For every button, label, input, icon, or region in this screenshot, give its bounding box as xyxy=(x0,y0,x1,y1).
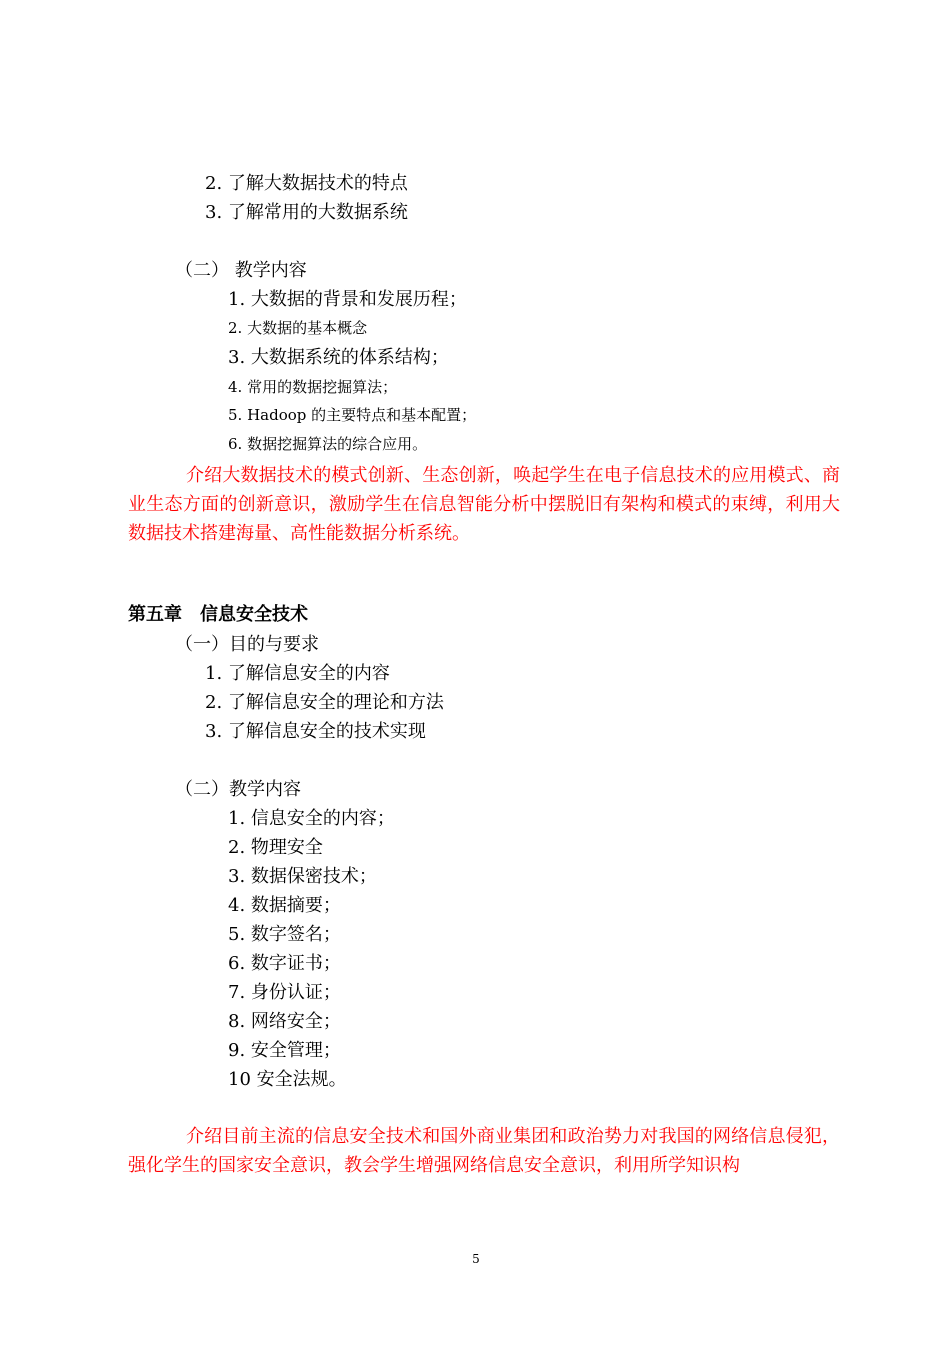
content-item-3: 3. 大数据系统的体系结构； xyxy=(228,347,449,368)
ideology-text: 介绍目前主流的信息安全技术和国外商业集团和政治势力对我国的网络信息侵犯，强化学生的国家安全意识，教会学生增强网络信息安全意识，利用所学知识构 xyxy=(128,1126,840,1176)
content-item-3: 3. 数据保密技术； xyxy=(228,866,377,887)
content-item-2: 2. 物理安全 xyxy=(228,837,323,858)
content-item-5: 5. 数字签名； xyxy=(228,924,341,945)
content-item-10: 10 安全法规。 xyxy=(228,1069,347,1090)
page-number: 5 xyxy=(472,1252,480,1266)
content-heading: （二） 教学内容 xyxy=(175,260,307,281)
content-item-6: 6. 数据挖掘算法的综合应用。 xyxy=(228,435,428,453)
req-item-2: 2. 了解信息安全的理论和方法 xyxy=(205,692,444,713)
content-heading: （二）教学内容 xyxy=(175,779,301,800)
content-item-4: 4. 数据摘要； xyxy=(228,895,341,916)
ideology-paragraph xyxy=(128,461,840,548)
ideology-paragraph xyxy=(128,1122,840,1180)
ideology-text: 介绍大数据技术的模式创新、生态创新，唤起学生在电子信息技术的应用模式、商业生态方面的创新意识，激励学生在信息智能分析中摆脱旧有架构和模式的束缚，利用大数据技术搭建海量、高性能数据分析系统。 xyxy=(128,465,840,544)
req-item-3: 3. 了解信息安全的技术实现 xyxy=(205,721,426,742)
content-item-9: 9. 安全管理； xyxy=(228,1040,341,1061)
req-item-1: 1. 了解信息安全的内容 xyxy=(205,663,390,684)
content-item-7: 7. 身份认证； xyxy=(228,982,341,1003)
content-item-2: 2. 大数据的基本概念 xyxy=(228,319,368,337)
content-item-4: 4. 常用的数据挖掘算法； xyxy=(228,378,398,396)
content-item-5: 5. Hadoop 的主要特点和基本配置； xyxy=(228,406,477,424)
content-item-1: 1. 大数据的背景和发展历程； xyxy=(228,289,467,310)
content-item-8: 8. 网络安全； xyxy=(228,1011,341,1032)
req-item-3: 3. 了解常用的大数据系统 xyxy=(205,202,408,223)
content-item-1: 1. 信息安全的内容； xyxy=(228,808,395,829)
req-heading: （一）目的与要求 xyxy=(175,634,319,655)
chapter-title: 第五章 信息安全技术 xyxy=(128,604,308,625)
req-item-2: 2. 了解大数据技术的特点 xyxy=(205,173,408,194)
content-item-6: 6. 数字证书； xyxy=(228,953,341,974)
